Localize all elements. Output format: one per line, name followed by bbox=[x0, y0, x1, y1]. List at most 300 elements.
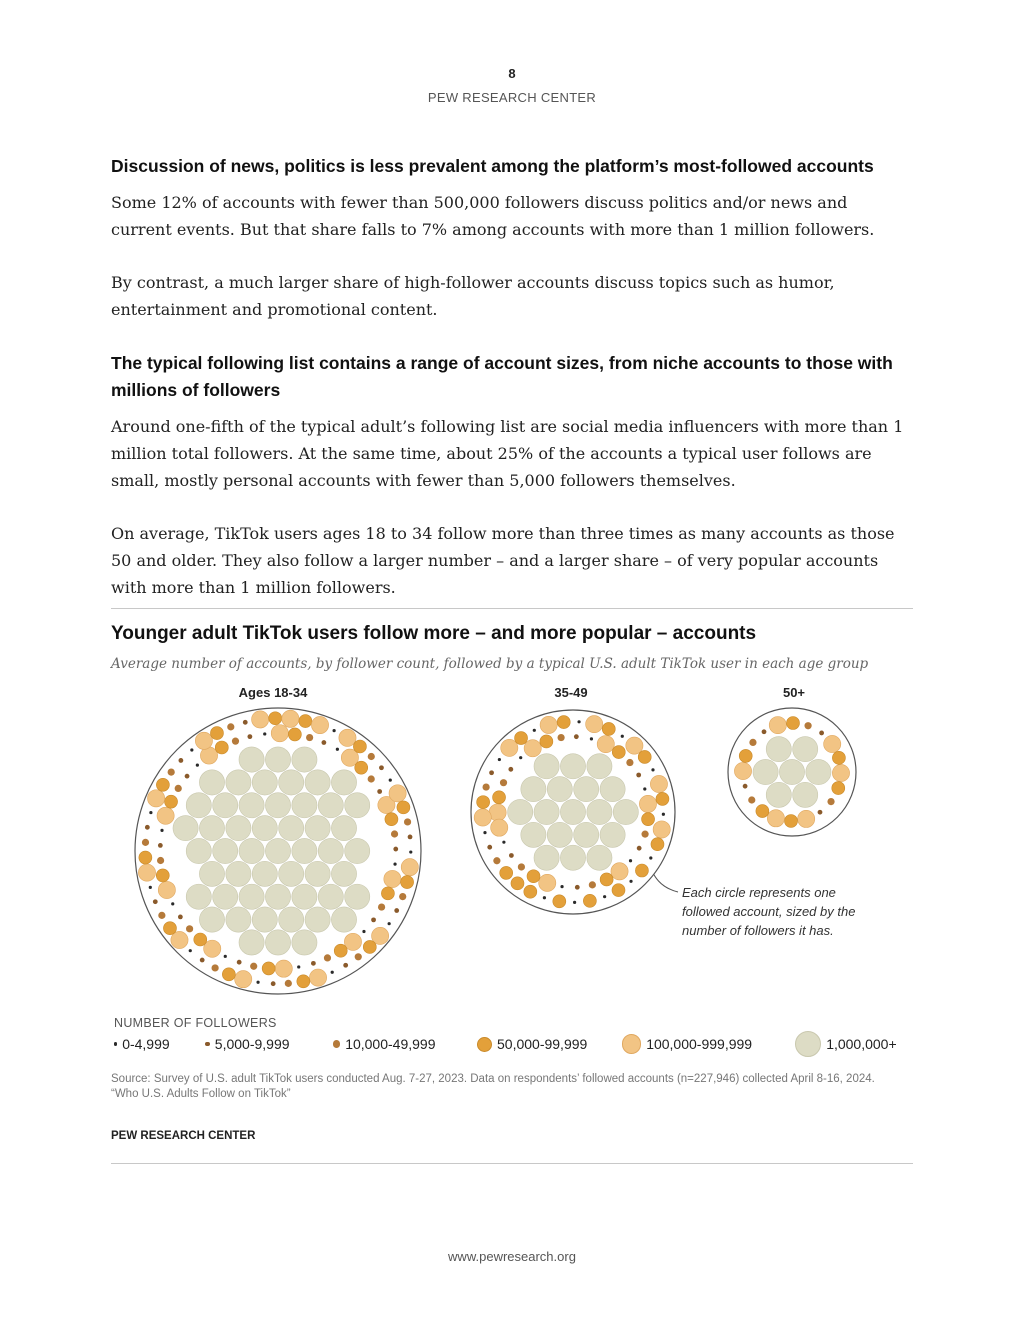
bubble-1000000-plus bbox=[239, 838, 264, 863]
bubble-100000-999999 bbox=[650, 775, 667, 792]
bubble-100000-999999 bbox=[769, 716, 786, 733]
bubble-10000-49999 bbox=[285, 980, 292, 987]
bubble-50000-99999 bbox=[210, 727, 223, 740]
bubble-1000000-plus bbox=[560, 799, 585, 824]
bubble-50000-99999 bbox=[612, 884, 625, 897]
bubble-50000-99999 bbox=[156, 778, 169, 791]
bubble-10000-49999 bbox=[404, 818, 411, 825]
bubble-0-4999 bbox=[573, 901, 576, 904]
bubble-1000000-plus bbox=[331, 770, 356, 795]
paragraph: On average, TikTok users ages 18 to 34 follow more than three times as many accounts as those 50 and older. They also follow a larger number – and a larger share – of very popular accounts with more than 1 million followers. bbox=[111, 524, 895, 597]
bubble-100000-999999 bbox=[311, 716, 328, 733]
bubble-1000000-plus bbox=[226, 907, 251, 932]
bubble-0-4999 bbox=[543, 896, 546, 899]
bubble-5000-9999 bbox=[509, 853, 514, 858]
bubble-10000-49999 bbox=[142, 839, 149, 846]
bubble-5000-9999 bbox=[743, 784, 748, 789]
bubble-1000000-plus bbox=[226, 770, 251, 795]
bubble-100000-999999 bbox=[586, 716, 603, 733]
chart-annotation: Each circle represents one followed account, sized by the number of followers it has. bbox=[682, 885, 856, 938]
bubble-50000-99999 bbox=[600, 873, 613, 886]
bubble-1000000-plus bbox=[600, 822, 625, 847]
bubble-1000000-plus bbox=[265, 747, 290, 772]
bubble-1000000-plus bbox=[279, 816, 304, 841]
bubble-50000-99999 bbox=[299, 715, 312, 728]
bubble-1000000-plus bbox=[213, 884, 238, 909]
bubble-100000-999999 bbox=[824, 735, 841, 752]
bubble-50000-99999 bbox=[656, 792, 669, 805]
section-heading-news: Discussion of news, politics is less prevalent among the platform’s most-followed accounts bbox=[111, 156, 874, 176]
bubble-10000-49999 bbox=[749, 739, 756, 746]
bubble-0-4999 bbox=[256, 981, 259, 984]
bubble-50000-99999 bbox=[353, 740, 366, 753]
chart-title: Younger adult TikTok users follow more – and more popular – accounts bbox=[111, 623, 757, 644]
bubble-1000000-plus bbox=[331, 907, 356, 932]
bubble-100000-999999 bbox=[344, 933, 361, 950]
group-label-18-34: Ages 18-34 bbox=[238, 685, 308, 700]
bubble-5000-9999 bbox=[637, 846, 642, 851]
bubble-1000000-plus bbox=[806, 759, 831, 784]
bubble-1000000-plus bbox=[521, 777, 546, 802]
bubble-5000-9999 bbox=[200, 958, 205, 963]
bubble-50000-99999 bbox=[511, 877, 524, 890]
bubble-50000-99999 bbox=[165, 795, 178, 808]
legend-title: NUMBER OF FOLLOWERS bbox=[114, 1016, 277, 1030]
bubble-100000-999999 bbox=[767, 810, 784, 827]
bubble-1000000-plus bbox=[345, 884, 370, 909]
bubble-100000-999999 bbox=[524, 740, 541, 757]
bubble-1000000-plus bbox=[318, 884, 343, 909]
paragraph: By contrast, a much larger share of high-follower accounts discuss topics such as humor, entertainment and promotional content. bbox=[111, 273, 835, 319]
bubble-1000000-plus bbox=[587, 845, 612, 870]
bubble-5000-9999 bbox=[158, 843, 163, 848]
section-heading-following: The typical following list contains a range of account sizes, from niche accounts to those with millions of followers bbox=[111, 353, 893, 400]
bubble-0-4999 bbox=[603, 895, 606, 898]
bubble-5000-9999 bbox=[819, 731, 824, 736]
bubble-100000-999999 bbox=[157, 807, 174, 824]
legend-label: 5,000-9,999 bbox=[214, 1036, 290, 1052]
bubble-0-4999 bbox=[651, 768, 654, 771]
legend-item-50000-99999 bbox=[477, 1034, 587, 1054]
bubble-1000000-plus bbox=[186, 884, 211, 909]
bubble-100000-999999 bbox=[195, 732, 212, 749]
bubble-5000-9999 bbox=[321, 740, 326, 745]
bubble-5000-9999 bbox=[153, 899, 158, 904]
chart-subtitle: Average number of accounts, by follower count, followed by a typical U.S. adult TikTok user in each age group bbox=[111, 656, 869, 672]
bubble-1000000-plus bbox=[345, 793, 370, 818]
bubble-group-2 bbox=[471, 710, 675, 914]
bubble-1000000-plus bbox=[199, 816, 224, 841]
bubble-1000000-plus bbox=[345, 838, 370, 863]
bubble-50000-99999 bbox=[832, 751, 845, 764]
bubble-0-4999 bbox=[362, 930, 365, 933]
bubble-1000000-plus bbox=[213, 838, 238, 863]
bubble-0-4999 bbox=[533, 729, 536, 732]
bubble-0-4999 bbox=[629, 859, 632, 862]
bubble-50000-99999 bbox=[288, 728, 301, 741]
bubble-1000000-plus bbox=[199, 861, 224, 886]
bubble-50000-99999 bbox=[156, 869, 169, 882]
bubble-50000-99999 bbox=[163, 922, 176, 935]
bubble-0-4999 bbox=[389, 778, 392, 781]
bubble-100000-999999 bbox=[832, 764, 849, 781]
bubble-1000000-plus bbox=[305, 861, 330, 886]
bubble-50000-99999 bbox=[363, 940, 376, 953]
bubble-0-4999 bbox=[560, 885, 563, 888]
bubble-1000000-plus bbox=[239, 930, 264, 955]
bubble-1000000-plus bbox=[793, 737, 818, 762]
bubble-1000000-plus bbox=[213, 793, 238, 818]
bubble-50000-99999 bbox=[401, 876, 414, 889]
bubble-50000-99999 bbox=[787, 717, 800, 730]
bubble-5000-9999 bbox=[489, 770, 494, 775]
bubble-50000-99999 bbox=[297, 975, 310, 988]
bubble-5000-9999 bbox=[394, 908, 399, 913]
report-title: “Who U.S. Adults Follow on TikTok” bbox=[111, 1088, 291, 1100]
bubble-0-4999 bbox=[224, 955, 227, 958]
bubble-100000-999999 bbox=[158, 881, 175, 898]
divider bbox=[111, 1163, 913, 1164]
bubble-10000-49999 bbox=[748, 796, 755, 803]
bubble-100000-999999 bbox=[235, 971, 252, 988]
bubble-50000-99999 bbox=[194, 933, 207, 946]
bubble-10000-49999 bbox=[399, 893, 406, 900]
bubble-1000000-plus bbox=[226, 816, 251, 841]
bubble-10000-49999 bbox=[558, 734, 565, 741]
bubble-0-4999 bbox=[498, 758, 501, 761]
bubble-10000-49999 bbox=[212, 964, 219, 971]
source-text: Source: Survey of U.S. adult TikTok users conducted Aug. 7-27, 2023. Data on respondents’ followed accounts (n=227,946) collected April 8-16, 2024. bbox=[111, 1073, 875, 1085]
bubble-100000-999999 bbox=[275, 960, 292, 977]
bubble-1000000-plus bbox=[766, 737, 791, 762]
bubble-1000000-plus bbox=[265, 838, 290, 863]
bubble-50000-99999 bbox=[612, 746, 625, 759]
bubble-100000-999999 bbox=[539, 874, 556, 891]
bubble-1000000-plus bbox=[779, 759, 804, 784]
bubble-10000-49999 bbox=[232, 738, 239, 745]
bubble-1000000-plus bbox=[574, 777, 599, 802]
bubble-1000000-plus bbox=[793, 782, 818, 807]
bubble-1000000-plus bbox=[547, 777, 572, 802]
group-label-35-49: 35-49 bbox=[554, 685, 588, 700]
bubble-0-4999 bbox=[263, 732, 266, 735]
bubble-50000-99999 bbox=[381, 887, 394, 900]
bubble-group-1 bbox=[135, 708, 421, 994]
bubble-0-4999 bbox=[171, 902, 174, 905]
bubble-1000000-plus bbox=[239, 884, 264, 909]
bubble-5000-9999 bbox=[762, 729, 767, 734]
bubble-50000-99999 bbox=[222, 968, 235, 981]
legend-item-10000-49999 bbox=[333, 1034, 436, 1054]
legend-item-0-4999 bbox=[114, 1034, 170, 1054]
bubble-0-4999 bbox=[336, 748, 339, 751]
bubble-1000000-plus bbox=[521, 822, 546, 847]
bubble-1000000-plus bbox=[265, 930, 290, 955]
bubble-5000-9999 bbox=[636, 773, 641, 778]
bubble-5000-9999 bbox=[393, 847, 398, 852]
org-header: PEW RESEARCH CENTER bbox=[427, 90, 597, 105]
bubble-10000-49999 bbox=[250, 963, 257, 970]
bubble-1000000-plus bbox=[173, 816, 198, 841]
bubble-100000-999999 bbox=[282, 710, 299, 727]
bubble-1000000-plus bbox=[560, 754, 585, 779]
bubble-100000-999999 bbox=[401, 859, 418, 876]
legend-swatch bbox=[477, 1037, 492, 1052]
bubble-10000-49999 bbox=[493, 857, 500, 864]
bubble-1000000-plus bbox=[305, 907, 330, 932]
bubble-1000000-plus bbox=[600, 777, 625, 802]
bubble-100000-999999 bbox=[309, 969, 326, 986]
bubble-50000-99999 bbox=[784, 814, 797, 827]
bubble-100000-999999 bbox=[626, 737, 643, 754]
bubble-50000-99999 bbox=[832, 782, 845, 795]
bubble-10000-49999 bbox=[368, 753, 375, 760]
bubble-5000-9999 bbox=[243, 720, 248, 725]
bubble-5000-9999 bbox=[178, 758, 183, 763]
bubble-100000-999999 bbox=[639, 795, 656, 812]
bubble-5000-9999 bbox=[185, 774, 190, 779]
bubble-5000-9999 bbox=[487, 845, 492, 850]
bubble-100000-999999 bbox=[491, 819, 508, 836]
bubble-1000000-plus bbox=[252, 861, 277, 886]
bubble-1000000-plus bbox=[508, 799, 533, 824]
bubble-100000-999999 bbox=[384, 870, 401, 887]
chart-credit: PEW RESEARCH CENTER bbox=[111, 1130, 256, 1142]
bubble-10000-49999 bbox=[168, 769, 175, 776]
bubble-1000000-plus bbox=[199, 907, 224, 932]
bubble-0-4999 bbox=[333, 729, 336, 732]
legend-swatch bbox=[795, 1031, 821, 1057]
legend-swatch bbox=[205, 1042, 210, 1047]
bubble-0-4999 bbox=[196, 764, 199, 767]
source-note bbox=[111, 1072, 913, 1102]
legend-swatch bbox=[622, 1034, 641, 1053]
bubble-1000000-plus bbox=[279, 770, 304, 795]
bubble-0-4999 bbox=[149, 886, 152, 889]
bubble-10000-49999 bbox=[355, 953, 362, 960]
bubble-1000000-plus bbox=[305, 816, 330, 841]
bubble-1000000-plus bbox=[753, 759, 778, 784]
bubble-5000-9999 bbox=[145, 825, 150, 830]
bubble-0-4999 bbox=[519, 756, 522, 759]
bubble-1000000-plus bbox=[534, 799, 559, 824]
bubble-10000-49999 bbox=[157, 857, 164, 864]
bubble-1000000-plus bbox=[587, 754, 612, 779]
bubble-0-4999 bbox=[393, 863, 396, 866]
bubble-0-4999 bbox=[577, 720, 580, 723]
bubble-1000000-plus bbox=[587, 799, 612, 824]
bubble-0-4999 bbox=[388, 922, 391, 925]
bubble-50000-99999 bbox=[334, 944, 347, 957]
bubble-10000-49999 bbox=[378, 903, 385, 910]
bubble-50000-99999 bbox=[215, 741, 228, 754]
bubble-1000000-plus bbox=[279, 861, 304, 886]
bubble-50000-99999 bbox=[739, 749, 752, 762]
bubble-50000-99999 bbox=[540, 735, 553, 748]
bubble-10000-49999 bbox=[626, 759, 633, 766]
bubble-1000000-plus bbox=[265, 793, 290, 818]
legend-label: 0-4,999 bbox=[122, 1036, 170, 1052]
bubble-5000-9999 bbox=[575, 885, 580, 890]
bubble-1000000-plus bbox=[265, 884, 290, 909]
bubble-50000-99999 bbox=[638, 750, 651, 763]
bubble-100000-999999 bbox=[339, 729, 356, 746]
bubble-0-4999 bbox=[331, 971, 334, 974]
bubble-100000-999999 bbox=[252, 711, 269, 728]
bubble-1000000-plus bbox=[186, 838, 211, 863]
bubble-0-4999 bbox=[662, 813, 665, 816]
bubble-100000-999999 bbox=[597, 735, 614, 752]
bubble-1000000-plus bbox=[331, 816, 356, 841]
bubble-50000-99999 bbox=[553, 895, 566, 908]
bubble-1000000-plus bbox=[239, 747, 264, 772]
bubble-50000-99999 bbox=[642, 813, 655, 826]
bubble-1000000-plus bbox=[252, 816, 277, 841]
bubble-100000-999999 bbox=[653, 821, 670, 838]
bubble-0-4999 bbox=[621, 735, 624, 738]
bubble-10000-49999 bbox=[158, 912, 165, 919]
bubble-50000-99999 bbox=[602, 722, 615, 735]
bubble-1000000-plus bbox=[292, 838, 317, 863]
bubble-10000-49999 bbox=[175, 785, 182, 792]
bubble-1000000-plus bbox=[547, 822, 572, 847]
bubble-1000000-plus bbox=[318, 838, 343, 863]
bubble-50000-99999 bbox=[385, 813, 398, 826]
bubble-1000000-plus bbox=[534, 754, 559, 779]
bubble-0-4999 bbox=[189, 949, 192, 952]
legend-swatch bbox=[114, 1042, 117, 1045]
legend-item-100000-999999 bbox=[622, 1034, 752, 1054]
legend-item-5000-9999 bbox=[205, 1034, 290, 1054]
bubble-5000-9999 bbox=[237, 960, 242, 965]
bubble-1000000-plus bbox=[766, 782, 791, 807]
legend-label: 50,000-99,999 bbox=[497, 1036, 588, 1052]
bubble-5000-9999 bbox=[178, 914, 183, 919]
bubble-1000000-plus bbox=[318, 793, 343, 818]
bubble-5000-9999 bbox=[247, 734, 252, 739]
bubble-100000-999999 bbox=[271, 725, 288, 742]
bubble-0-4999 bbox=[629, 880, 632, 883]
bubble-0-4999 bbox=[590, 737, 593, 740]
bubble-100000-999999 bbox=[501, 739, 518, 756]
bubble-50000-99999 bbox=[500, 866, 513, 879]
bubble-1000000-plus bbox=[186, 793, 211, 818]
bubble-10000-49999 bbox=[483, 783, 490, 790]
bubble-100000-999999 bbox=[798, 810, 815, 827]
bubble-1000000-plus bbox=[534, 845, 559, 870]
footer-url: www.pewresearch.org bbox=[448, 1249, 576, 1264]
bubble-1000000-plus bbox=[226, 861, 251, 886]
bubble-10000-49999 bbox=[827, 798, 834, 805]
bubble-5000-9999 bbox=[379, 765, 384, 770]
bubble-5000-9999 bbox=[377, 789, 382, 794]
bubble-1000000-plus bbox=[292, 747, 317, 772]
bubble-50000-99999 bbox=[651, 838, 664, 851]
bubble-1000000-plus bbox=[331, 861, 356, 886]
bubble-5000-9999 bbox=[818, 810, 823, 815]
bubble-0-4999 bbox=[502, 841, 505, 844]
bubble-50000-99999 bbox=[756, 805, 769, 818]
bubble-100000-999999 bbox=[611, 863, 628, 880]
bubble-1000000-plus bbox=[292, 930, 317, 955]
bubble-5000-9999 bbox=[371, 917, 376, 922]
bubble-100000-999999 bbox=[734, 762, 751, 779]
bubble-50000-99999 bbox=[527, 870, 540, 883]
bubble-50000-99999 bbox=[269, 712, 282, 725]
legend-label: 10,000-49,999 bbox=[345, 1036, 436, 1052]
bubble-100000-999999 bbox=[138, 864, 155, 881]
bubble-0-4999 bbox=[643, 787, 646, 790]
bubble-1000000-plus bbox=[613, 799, 638, 824]
bubble-50000-99999 bbox=[477, 796, 490, 809]
bubble-10000-49999 bbox=[589, 881, 596, 888]
bubble-50000-99999 bbox=[493, 791, 506, 804]
bubble-10000-49999 bbox=[500, 779, 507, 786]
bubble-10000-49999 bbox=[227, 723, 234, 730]
bubble-1000000-plus bbox=[305, 770, 330, 795]
bubble-1000000-plus bbox=[560, 845, 585, 870]
legend-item-1000000-plus bbox=[795, 1034, 897, 1054]
legend-swatch bbox=[333, 1040, 340, 1047]
bubble-1000000-plus bbox=[279, 907, 304, 932]
bubble-5000-9999 bbox=[343, 963, 348, 968]
bubble-5000-9999 bbox=[508, 767, 513, 772]
bubble-100000-999999 bbox=[389, 785, 406, 802]
bubble-5000-9999 bbox=[311, 961, 316, 966]
bubble-0-4999 bbox=[483, 831, 486, 834]
bubble-10000-49999 bbox=[391, 830, 398, 837]
bubble-1000000-plus bbox=[252, 907, 277, 932]
bubble-1000000-plus bbox=[239, 793, 264, 818]
bubble-50000-99999 bbox=[557, 716, 570, 729]
bubble-100000-999999 bbox=[540, 716, 557, 733]
bubble-0-4999 bbox=[149, 811, 152, 814]
paragraph: Some 12% of accounts with fewer than 500,000 followers discuss politics and/or news and current events. But that share falls to 7% among accounts with more than 1 million followers. bbox=[111, 193, 875, 239]
bubble-50000-99999 bbox=[139, 851, 152, 864]
bubble-5000-9999 bbox=[574, 734, 579, 739]
paragraph: Around one-fifth of the typical adult’s following list are social media influencers with more than 1 million total followers. At the same time, about 25% of the accounts a typical user follows are small, mostly personal accounts with fewer than 5,000 followers themselves. bbox=[111, 417, 904, 490]
bubble-0-4999 bbox=[190, 748, 193, 751]
page-number: 8 bbox=[508, 66, 516, 81]
legend-label: 1,000,000+ bbox=[826, 1036, 897, 1052]
bubble-10000-49999 bbox=[641, 831, 648, 838]
bubble-100000-999999 bbox=[474, 809, 491, 826]
bubble-group-3 bbox=[728, 708, 856, 836]
bubble-50000-99999 bbox=[515, 732, 528, 745]
bubble-0-4999 bbox=[160, 829, 163, 832]
bubble-5000-9999 bbox=[408, 835, 413, 840]
bubble-1000000-plus bbox=[574, 822, 599, 847]
bubble-50000-99999 bbox=[635, 864, 648, 877]
bubble-50000-99999 bbox=[262, 962, 275, 975]
bubble-10000-49999 bbox=[518, 863, 525, 870]
bubble-10000-49999 bbox=[306, 734, 313, 741]
bubble-0-4999 bbox=[649, 856, 652, 859]
legend-label: 100,000-999,999 bbox=[646, 1036, 753, 1052]
bubble-1000000-plus bbox=[292, 793, 317, 818]
bubble-0-4999 bbox=[409, 850, 412, 853]
bubble-0-4999 bbox=[297, 965, 300, 968]
bubble-10000-49999 bbox=[368, 775, 375, 782]
bubble-5000-9999 bbox=[271, 981, 276, 986]
bubble-100000-999999 bbox=[147, 790, 164, 807]
bubble-10000-49999 bbox=[804, 722, 811, 729]
group-label-50-plus: 50+ bbox=[782, 685, 806, 700]
bubble-10000-49999 bbox=[186, 925, 193, 932]
bubble-1000000-plus bbox=[252, 770, 277, 795]
bubble-1000000-plus bbox=[292, 884, 317, 909]
bubble-50000-99999 bbox=[524, 885, 537, 898]
